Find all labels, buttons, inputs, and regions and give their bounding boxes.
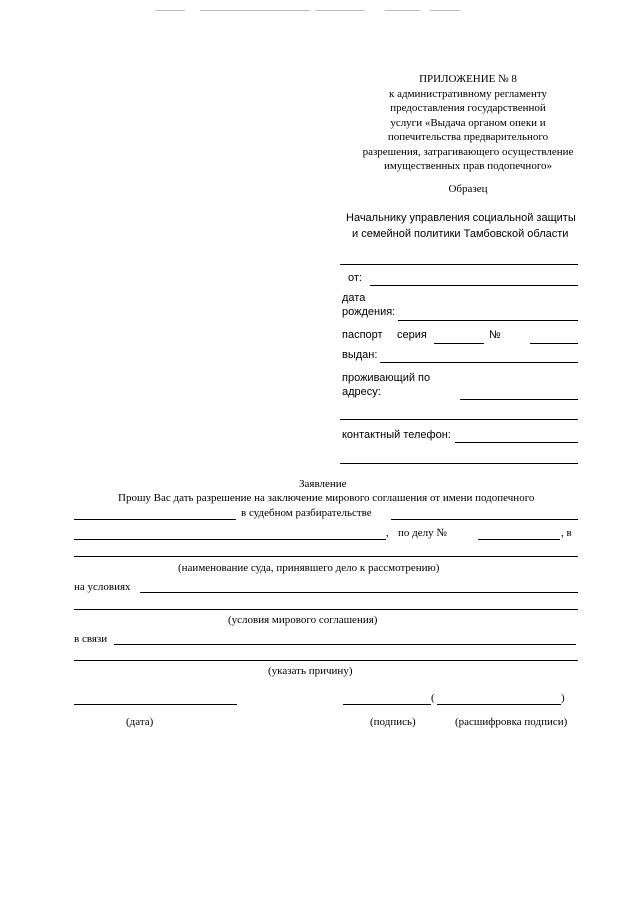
issued-field[interactable]: [380, 362, 578, 363]
passport-number-field[interactable]: [530, 343, 578, 344]
proceedings-continued-field[interactable]: [74, 539, 386, 540]
appendix-line: услуги «Выдача органом опеки и: [390, 116, 546, 129]
applicant-top-line[interactable]: [340, 264, 578, 265]
reason-caption: (указать причину): [268, 665, 353, 677]
applicant-bottom-line[interactable]: [340, 463, 578, 464]
from-field[interactable]: [370, 285, 578, 286]
scan-artifact: [430, 10, 460, 11]
court-proceedings-field[interactable]: [391, 519, 578, 520]
date-caption: (дата): [126, 716, 154, 728]
ward-name-field[interactable]: [74, 519, 236, 520]
sample-label: Образец: [448, 183, 488, 195]
scan-artifact: [315, 10, 365, 11]
passport-series-field[interactable]: [434, 343, 484, 344]
appendix-line: к административному регламенту: [389, 87, 547, 100]
appendix-title: ПРИЛОЖЕНИЕ № 8: [419, 73, 517, 85]
sign-caption: (подпись): [370, 716, 416, 728]
appendix-line: предоставления государственной: [390, 102, 546, 114]
scan-artifact: [155, 10, 185, 11]
court-name-field[interactable]: [74, 556, 578, 557]
passport-label: паспорт: [342, 329, 383, 341]
issued-label: выдан:: [342, 349, 378, 361]
signature-field[interactable]: [343, 704, 431, 705]
reason-field-2[interactable]: [74, 660, 578, 661]
addressee-line-1: Начальнику управления социальной защиты: [346, 212, 576, 224]
from-label: от:: [348, 272, 362, 284]
address-label-2: адресу:: [342, 386, 381, 398]
case-comma: ,: [386, 527, 389, 539]
birth-date-field[interactable]: [398, 320, 578, 321]
appendix-block: [330, 72, 606, 174]
appendix-line: имущественных прав подопечного»: [383, 160, 553, 172]
conditions-field[interactable]: [140, 592, 578, 593]
conditions-label: на условиях: [74, 581, 131, 593]
statement-line-1: Прошу Вас дать разрешение на заключение мирового соглашения от имени подопечного: [118, 492, 535, 504]
series-label: серия: [397, 329, 427, 341]
conditions-field-2[interactable]: [74, 609, 578, 610]
address-field[interactable]: [460, 399, 578, 400]
decoding-caption: (расшифровка подписи): [455, 716, 568, 728]
case-number-field[interactable]: [478, 539, 560, 540]
address-field-2[interactable]: [340, 419, 578, 420]
reason-label: в связи: [74, 633, 108, 645]
address-label-1: проживающий по: [342, 372, 431, 384]
conditions-caption: (условия мирового соглашения): [228, 614, 378, 626]
date-field[interactable]: [74, 704, 237, 705]
phone-field[interactable]: [455, 442, 578, 443]
statement-heading: Заявление: [299, 478, 347, 490]
reason-field[interactable]: [114, 644, 576, 645]
close-paren: ): [561, 692, 565, 704]
birth-label-2: рождения:: [342, 306, 396, 318]
signature-decoding-field[interactable]: [437, 704, 561, 705]
case-number-label: по делу №: [398, 527, 447, 539]
phone-label: контактный телефон:: [342, 429, 451, 441]
scan-artifact: [385, 10, 420, 11]
court-proceedings-label: в судебном разбирательстве: [241, 507, 372, 519]
addressee-line-2: и семейной политики Тамбовской области: [352, 228, 569, 240]
open-paren: (: [431, 692, 435, 704]
number-label: №: [489, 329, 501, 341]
case-in-label: , в: [561, 527, 572, 539]
court-caption: (наименование суда, принявшего дело к рассмотрению): [178, 562, 440, 574]
appendix-line: разрешения, затрагивающего осуществление: [362, 145, 574, 158]
birth-label-1: дата: [342, 292, 366, 304]
scan-artifact: [200, 10, 310, 11]
appendix-line: попечительства предварительного: [387, 131, 549, 143]
